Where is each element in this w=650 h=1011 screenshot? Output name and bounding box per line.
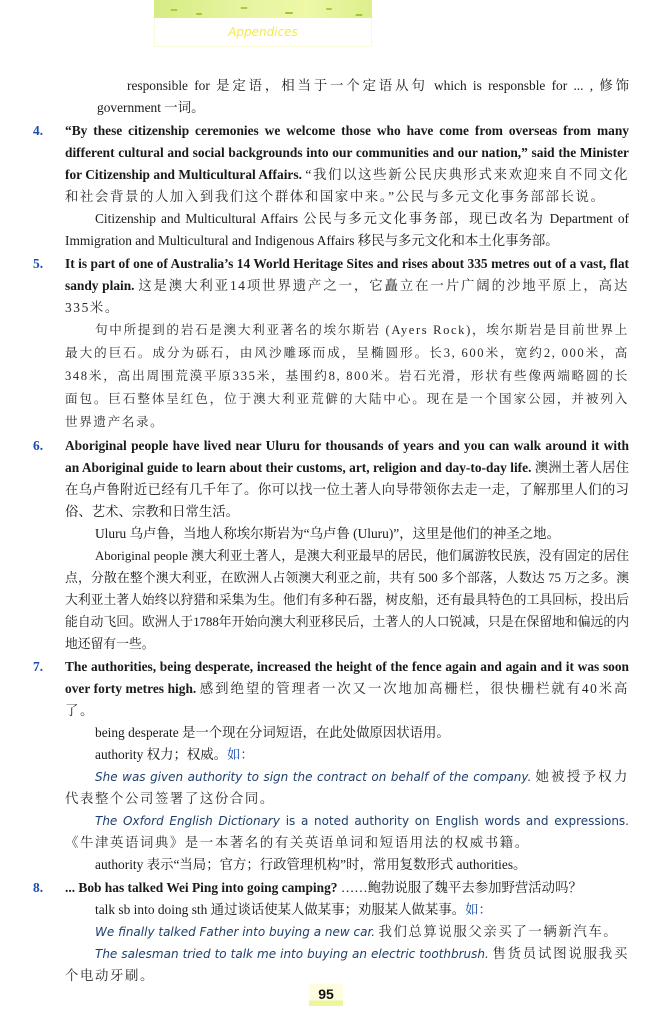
sentence-cn: ……鲍勃说服了魏平去参加野营活动吗？ [340,880,582,895]
item-number: 4. [33,123,44,138]
banner-decorative-image [154,0,372,18]
item-note: Citizenship and Multicultural Affairs 公民与多元文化事务部，现已改名为 Department of Immigration and Multicultural and Indigenous Affairs 移民与多元文化和本土化事务部。 [65,211,629,248]
example-en: She was given authority to sign the contract on behalf of the company. [95,770,532,784]
sentence-en: The authorities, being desperate, increased the height of the fence again and again and it was soon over forty metres high. [65,659,629,696]
example-cn: 我们总算说服父亲买了一辆新汽车。 [378,924,619,939]
for-example-label: 如： [227,747,254,762]
example-sentence [65,810,629,854]
item-sentence [65,253,629,319]
page-number: 95 [309,984,343,1006]
sentence-cn: 澳洲土著人居住在乌卢鲁附近已经有几千年了。你可以找一位土著人向导带领你去走一走，了解那里人们的习俗、艺术、宗教和日常生活。 [65,460,629,519]
note-item-6 [33,435,629,655]
vocab-term [65,744,629,766]
example-cn: 《牛津英语词典》是一本著名的有关英语单词和短语用法的权威书籍。 [65,835,530,850]
sentence-en: Aboriginal people have lived near Uluru for thousands of years and you can walk around it with an Aboriginal guide to learn about their customs, art, religion and day-to-day life. [65,438,629,475]
sentence-cn: 感到绝望的管理者一次又一次地加高栅栏，很快栅栏就有40米高了。 [65,681,629,718]
example-sentence [65,943,629,987]
item-number: 7. [33,659,44,674]
section-label: Appendices [154,18,372,47]
section-banner [154,0,372,47]
item-sentence [65,656,629,722]
example-cn: 她被授予权力代表整个公司签署了这份合同。 [65,769,629,806]
vocab-term-text: authority 权力；权威。 [95,747,228,762]
item-note: Aboriginal people 澳大利亚土著人，是澳大利亚最早的居民，他们属游牧民族，没有固定的居住点，分散在整个澳大利亚，在欧洲人占领澳大利亚之前，共有 500 多个部落，人数达 75 万之多。澳大利亚土著人始终以狩猎和采集为生。他们有多种石器，树皮船，还有最具特色的工具回标，投出后能自动飞回。欧洲人于1788年开始向澳大利亚移民后，土著人的人口锐减，只是在保留地和偏远的内地还留有一些。 [65,549,629,651]
sentence-cn: “我们以这些新公民庆典形式来欢迎来自不同文化和社会背景的人加入到我们这个群体和国家中来。”公民与多元文化事务部部长说。 [65,167,629,204]
sentence-en: “By these citizenship ceremonies we welcome those who have come from overseas from many different cultural and social backgrounds into our communities and our nation,” said the Minister for Citizenship and Multicultural Affairs. [65,123,629,182]
example-en: We finally talked Father into buying a new car. [95,925,376,939]
sentence-en: It is part of one of Australia’s 14 World Heritage Sites and rises about 335 metres out of a vast, flat sandy plain. [65,256,629,293]
vocab-term-text: talk sb into doing sth 通过谈话使某人做某事；劝服某人做某事。 [95,902,466,917]
intro-note: responsible for 是定语，相当于一个定语从句 which is responsble for ... , 修饰 government 一词。 [97,78,629,115]
item-note: 句中所提到的岩石是澳大利亚著名的埃尔斯岩 (Ayers Rock)，埃尔斯岩是目前世界上最大的巨石。成分为砾石，由风沙雕琢而成，呈椭圆形。长3, 600米，宽约2, 000米，高348米，高出周围荒漠平原335米，基围约8, 800米。岩石光滑，形状有些像两端略圆的长面包。巨石整体呈红色，位于澳大利亚荒僻的大陆中心。现在是一个国家公园，并被列入世界遗产名录。 [65,323,629,429]
item-note: Uluru 乌卢鲁，当地人称埃尔斯岩为“乌卢鲁 (Uluru)”，这里是他们的神圣之地。 [95,526,560,541]
example-cn: 售货员试图说服我买个电动牙刷。 [65,946,629,983]
example-sentence [65,921,629,943]
example-title: The Oxford English Dictionary [95,814,280,828]
example-sentence [65,766,629,810]
item-number: 5. [33,256,44,271]
note-item-8 [33,877,629,987]
item-note: being desperate 是一个现在分词短语，在此处做原因状语用。 [95,725,450,740]
note-item-7 [33,656,629,876]
item-number: 6. [33,438,44,453]
example-en: is a noted authority on English words and expressions. [279,814,629,828]
usage-note: authority 表示“当局；官方；行政管理机构”时，常用复数形式 authorities。 [95,857,527,872]
vocab-term [65,899,629,921]
for-example-label: 如： [465,902,492,917]
note-item-5 [33,253,629,434]
example-en: The salesman tried to talk me into buying an electric toothbrush. [95,947,489,961]
item-sentence [65,435,629,523]
sentence-en: ... Bob has talked Wei Ping into going camping? [65,880,338,895]
page-content [33,75,629,987]
item-sentence [65,877,629,899]
note-item-4 [33,120,629,252]
item-number: 8. [33,880,44,895]
sentence-cn: 这是澳大利亚14项世界遗产之一，它矗立在一片广阔的沙地平原上，高达335米。 [65,278,629,315]
item-sentence [65,120,629,208]
